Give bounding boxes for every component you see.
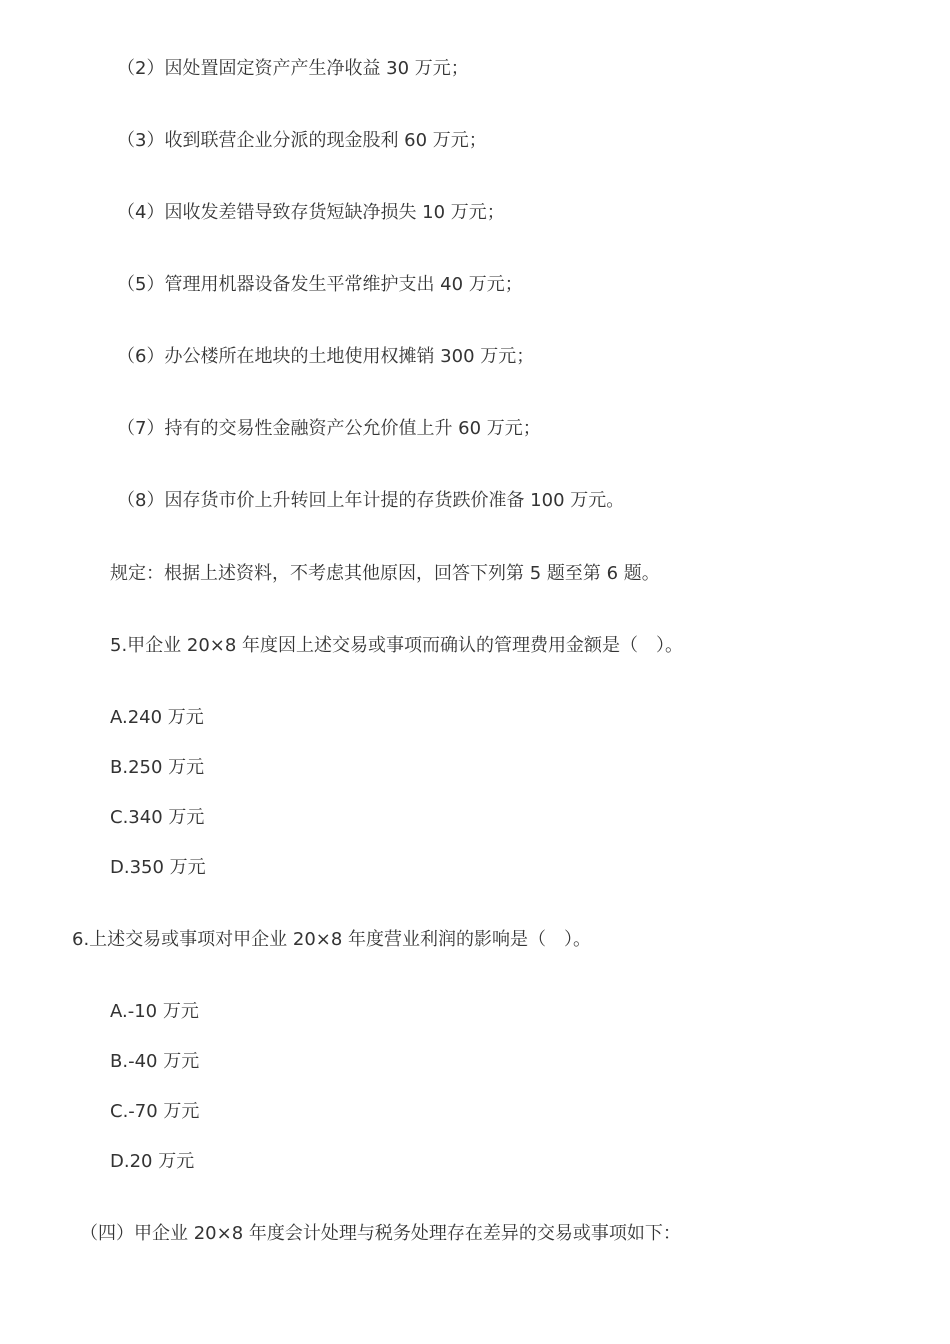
item-6: （6）办公楼所在地块的土地使用权摊销 300 万元；: [117, 346, 535, 367]
item-5: （5）管理用机器设备发生平常维护支出 40 万元；: [117, 274, 523, 295]
q5-option-d: D.350 万元: [110, 857, 206, 878]
instruction-text: 规定：根据上述资料，不考虑其他原因，回答下列第 5 题至第 6 题。: [110, 563, 660, 584]
item-7: （7）持有的交易性金融资产公允价值上升 60 万元；: [117, 418, 541, 439]
q5-option-b: B.250 万元: [110, 757, 205, 778]
item-4: （4）因收发差错导致存货短缺净损失 10 万元；: [117, 202, 505, 223]
question-6: 6.上述交易或事项对甲企业 20×8 年度营业利润的影响是（ ）。: [72, 929, 592, 950]
q6-option-d: D.20 万元: [110, 1151, 195, 1172]
q5-option-c: C.340 万元: [110, 807, 205, 828]
q5-option-a: A.240 万元: [110, 707, 204, 728]
question-5: 5.甲企业 20×8 年度因上述交易或事项而确认的管理费用金额是（ ）。: [110, 635, 684, 656]
item-8: （8）因存货市价上升转回上年计提的存货跌价准备 100 万元。: [117, 490, 625, 511]
q6-option-b: B.-40 万元: [110, 1051, 200, 1072]
item-3: （3）收到联营企业分派的现金股利 60 万元；: [117, 130, 487, 151]
item-2: （2）因处置固定资产产生净收益 30 万元；: [117, 58, 469, 79]
q6-option-c: C.-70 万元: [110, 1101, 200, 1122]
section-4-heading: （四）甲企业 20×8 年度会计处理与税务处理存在差异的交易或事项如下：: [80, 1223, 681, 1244]
q6-option-a: A.-10 万元: [110, 1001, 199, 1022]
